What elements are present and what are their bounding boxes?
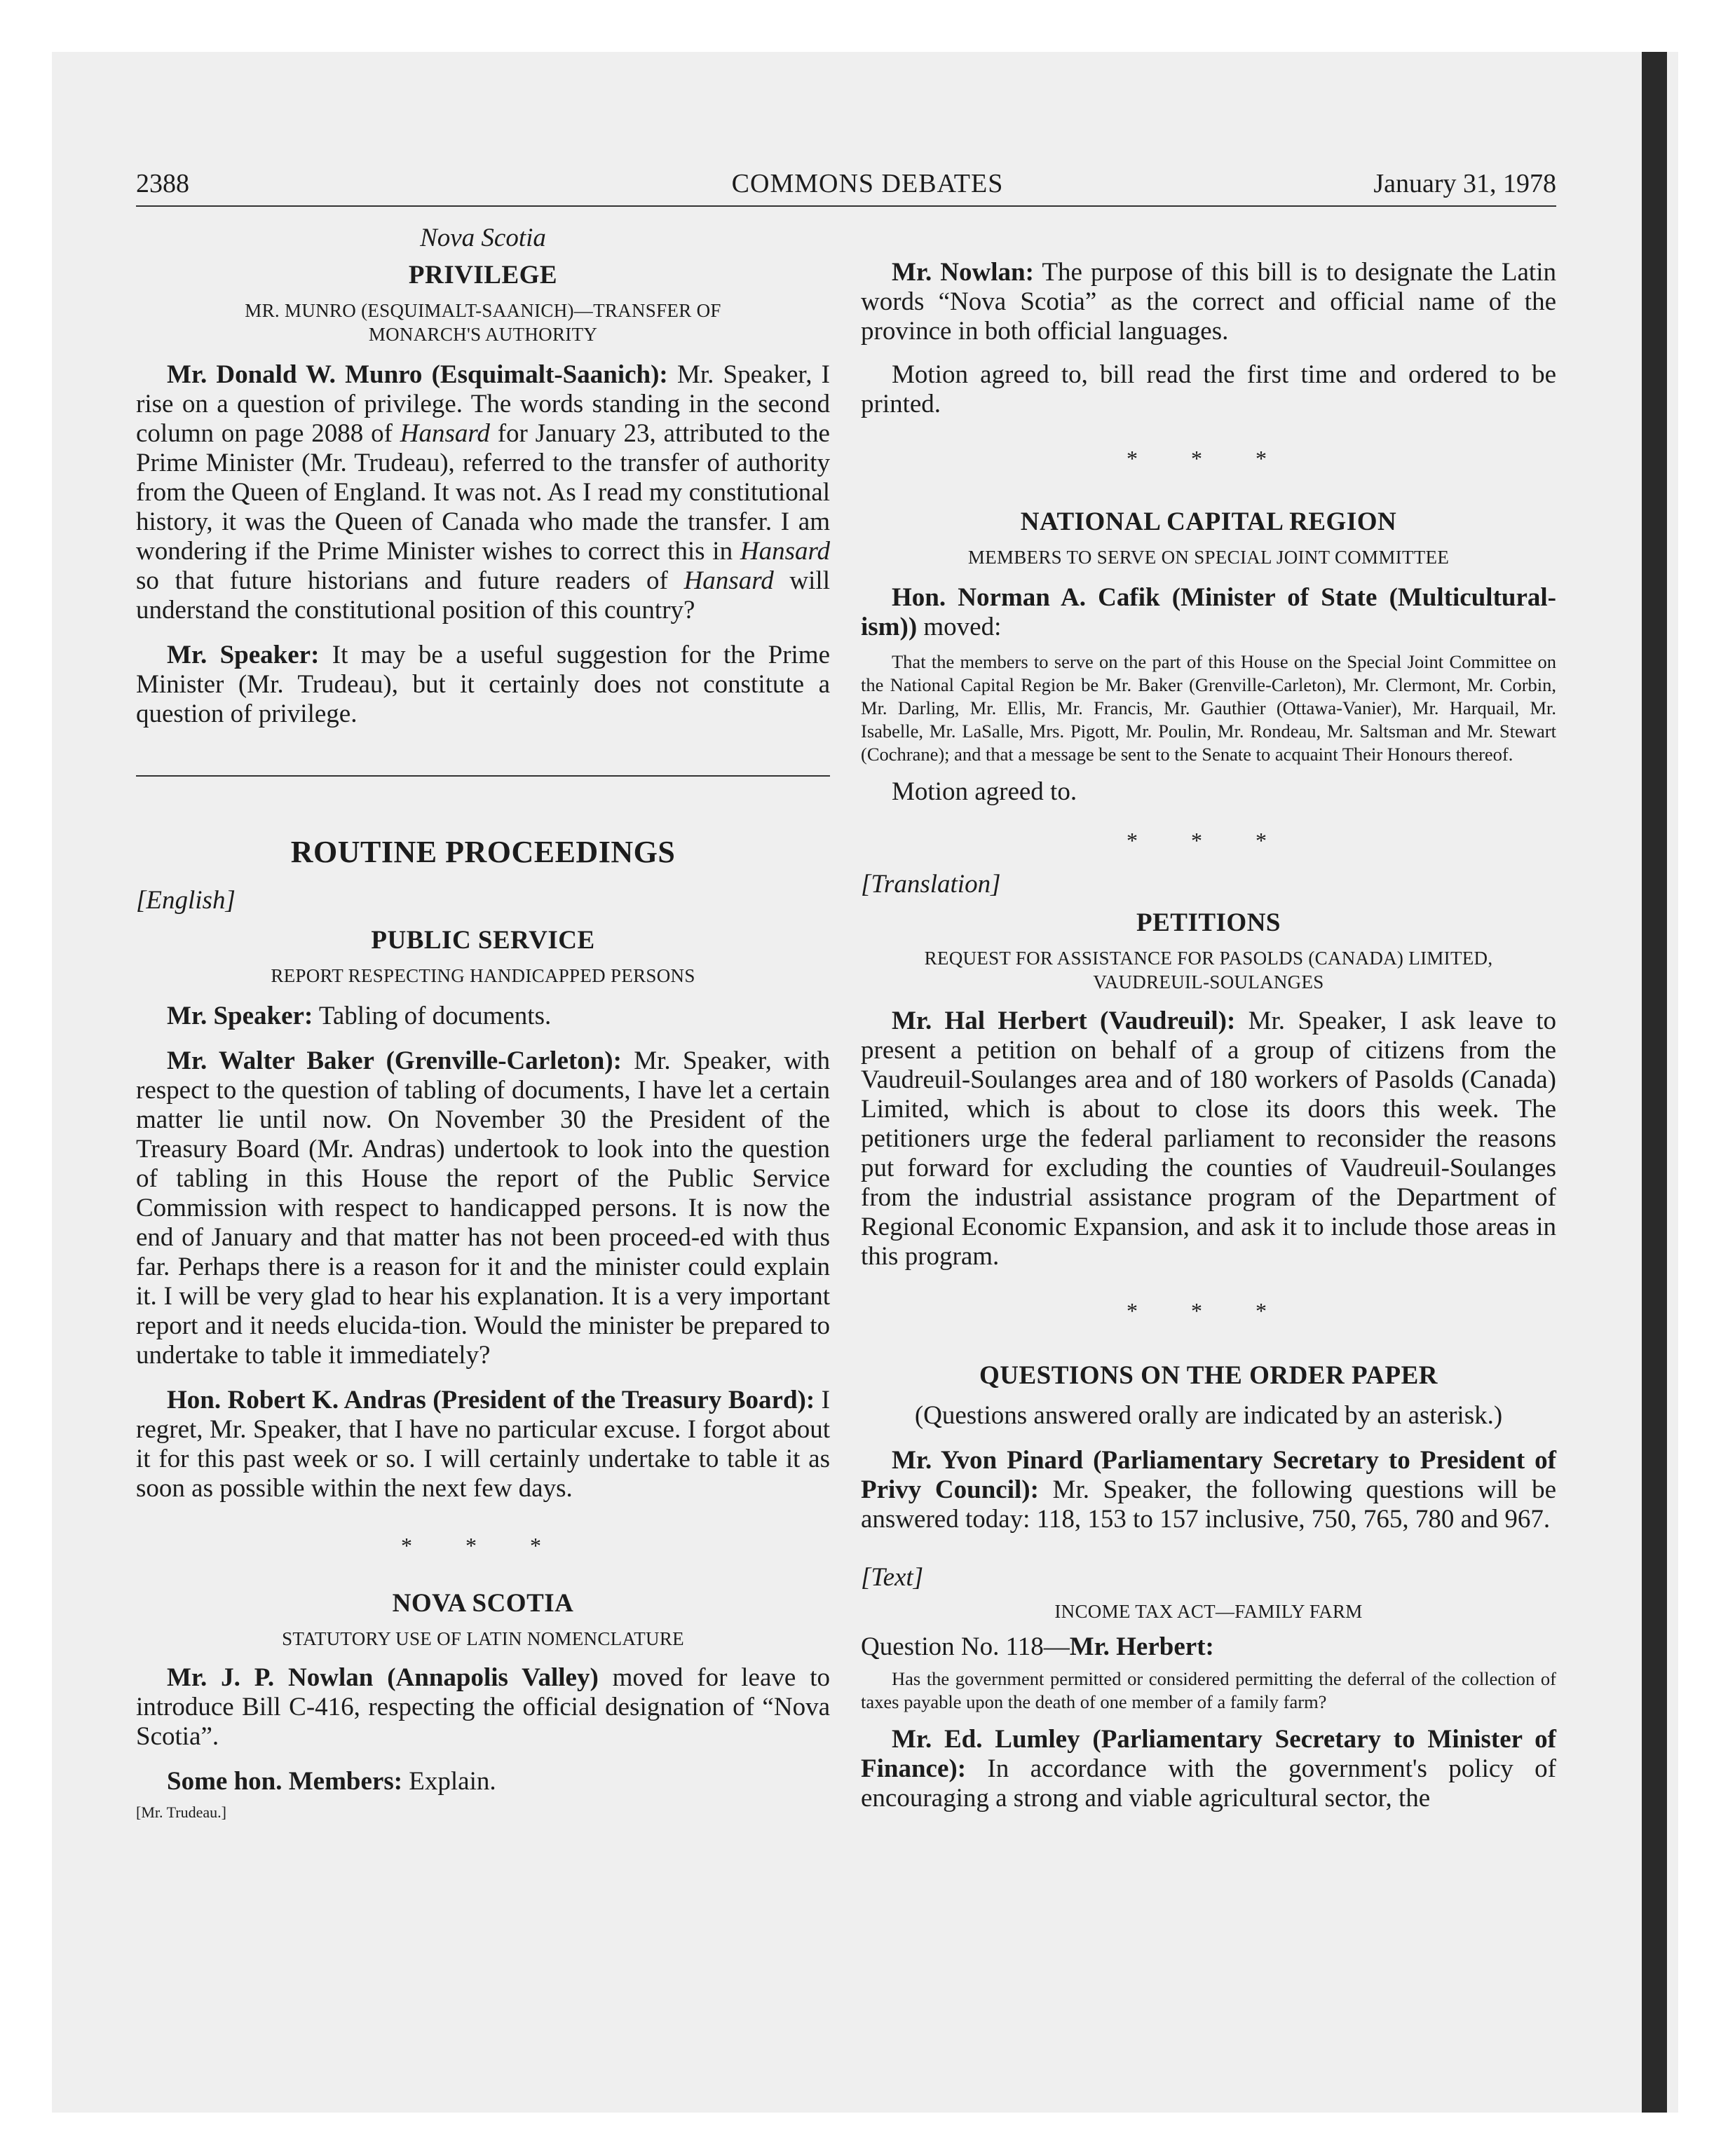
privilege-heading: PRIVILEGE xyxy=(408,261,558,289)
question-text: Has the government permitted or considered permitting the deferral of the collection of taxes payable upon the death of one member of a family farm? xyxy=(861,1668,1556,1712)
translation-tag: [Translation] xyxy=(861,870,1001,899)
speaker-name: Some hon. Members: xyxy=(167,1767,403,1796)
motion-paragraph: Motion agreed to, bill read the first time and ordered to be printed. xyxy=(861,360,1556,418)
right-column xyxy=(861,223,1556,1813)
english-tag: [English] xyxy=(136,886,236,915)
speaker-reply-paragraph xyxy=(136,641,830,729)
section-stars: * * * xyxy=(1127,828,1291,853)
speech-text: so that future historians and future readers of xyxy=(136,566,684,595)
motion-agreed: Motion agreed to. xyxy=(892,777,1077,806)
page-date: January 31, 1978 xyxy=(1373,169,1556,198)
privilege-subheading: MR. MUNRO (ESQUIMALT-SAANICH)—TRANSFER OF MONARCH'S AUTHORITY xyxy=(245,300,721,345)
members-paragraph xyxy=(136,1767,830,1796)
speech-text: will understand the constitutional position of this country? xyxy=(136,566,830,625)
footnote: [Mr. Trudeau.] xyxy=(136,1803,226,1821)
cafik-motion-text: That the members to serve on the part of this House on the Special Joint Committee on the National Capital Region be Mr. Baker (Grenville-Carleton), Mr. Clermont, Mr. Corbin, Mr. Darling, Mr. Ellis, Mr. Francis, Mr. Gauthier (Ottawa-Vanier), Mr. Harquail, Mr. Isabelle, Mr. LaSalle, Mrs. Pigott, Mr. Poulin, Mr. Rondeau, Mr. Saltsman and Mr. Stewart (Cochrane); and that a message be sent to the Senate to acquaint Their Honours thereof. xyxy=(861,651,1556,765)
lumley-paragraph xyxy=(861,1725,1556,1813)
petitions-heading: PETITIONS xyxy=(1136,908,1281,937)
speech-text: Mr. Speaker, with respect to the question of tabling of documents, I have let a certain matter lie until now. On November 30 the President of the Treasury Board (Mr. Andras) undertook to look into the question of tabling in this House the report of the Public Service Commission with respect to handicapped persons. It is now the end of January and that matter has not been proceed-ed with thus far. Perhaps there is a reason for it and the minister could explain it. I will be very glad to hear his explanation. It is a very important report and it needs elucida-tion. Would the minister be prepared to undertake to table it immediately? xyxy=(136,1046,830,1370)
ncr-subheading: MEMBERS TO SERVE ON SPECIAL JOINT COMMITTEE xyxy=(967,547,1450,568)
speaker-tabling-paragraph xyxy=(136,1002,830,1031)
speaker-name: Mr. Donald W. Munro (Esquimalt-Saanich): xyxy=(167,360,668,389)
baker-paragraph xyxy=(136,1046,830,1370)
ncr-heading: NATIONAL CAPITAL REGION xyxy=(1020,507,1397,536)
munro-paragraph xyxy=(136,360,830,625)
speech-text: Explain. xyxy=(402,1767,496,1796)
page-number: 2388 xyxy=(136,169,189,198)
speech-text: I regret, Mr. Speaker, that I have no particular excuse. I forgot about it for this past week or so. I will certainly undertake to table it as soon as possible within the next few days. xyxy=(136,1386,830,1503)
section-stars: * * * xyxy=(1127,446,1291,471)
italic-hansard: Hansard xyxy=(740,537,830,566)
header-rule xyxy=(136,205,1556,207)
left-column xyxy=(136,223,830,1822)
herbert-paragraph xyxy=(861,1007,1556,1271)
public-service-subheading: REPORT RESPECTING HANDICAPPED PERSONS xyxy=(271,965,695,986)
andras-paragraph xyxy=(136,1386,830,1503)
speaker-name: Mr. Herbert: xyxy=(1069,1632,1214,1661)
speaker-name: Mr. Nowlan: xyxy=(892,258,1034,287)
speech-text: moved for leave to introduce Bill C-416, respecting the official designation of “Nova Scotia”. xyxy=(136,1663,830,1751)
speaker-name: Mr. Yvon Pinard (Parliamentary Secretary to President of Privy Council): xyxy=(861,1446,1556,1504)
question-line xyxy=(861,1632,1556,1662)
running-title: COMMONS DEBATES xyxy=(731,169,1004,198)
italic-hansard: Hansard xyxy=(400,419,490,448)
speaker-name: Mr. Speaker: xyxy=(167,641,320,669)
speaker-name: Mr. Ed. Lumley (Parliamentary Secretary to Minister of Finance): xyxy=(861,1725,1556,1783)
cafik-paragraph xyxy=(861,583,1556,642)
speech-text: The purpose of this bill is to designate the Latin words “Nova Scotia” as the correct and official name of the province in both official languages. xyxy=(861,258,1556,346)
speech-text: Mr. Speaker, I ask leave to present a petition on behalf of a group of citizens from the Vaudreuil-Soulanges area and of 180 workers of Pasolds (Canada) Limited, which is about to close its doors this week. The petitioners urge the federal parliament to reconsider the reasons put forward for excluding the counties of Vaudreuil-Soulanges from the industrial assistance program of the Department of Regional Economic Expansion, and ask it to include those areas in this program. xyxy=(861,1007,1556,1271)
speech-text: moved: xyxy=(917,613,1002,641)
section-stars: * * * xyxy=(1127,1298,1291,1323)
speech-text: Tabling of documents. xyxy=(313,1002,552,1030)
section-stars: * * * xyxy=(401,1533,565,1558)
questions-heading: QUESTIONS ON THE ORDER PAPER xyxy=(979,1361,1438,1390)
speech-text: for January 23, attributed to the Prime Minister (Mr. Trudeau), referred to the transfer of authority from the Queen of England. It was not. As I read my constitutional history, it was the Queen of Canada who made the transfer. I am wondering if the Prime Minister wishes to correct this in xyxy=(136,419,830,566)
nowlan-paragraph xyxy=(136,1663,830,1752)
speaker-name: Mr. Speaker: xyxy=(167,1002,313,1030)
page-binding-edge xyxy=(1642,52,1667,2113)
text-tag: [Text] xyxy=(861,1563,924,1592)
speech-text: Mr. Speaker, the following questions will be answered today: 118, 153 to 157 inclusive, 750, 765, 780 and 967. xyxy=(861,1475,1556,1534)
nova-scotia-heading: NOVA SCOTIA xyxy=(392,1589,574,1618)
speaker-name: Hon. Norman A. Cafik (Minister of State (Multicultural-ism)) xyxy=(861,583,1556,641)
question-number: Question No. 118— xyxy=(861,1632,1070,1661)
province-heading: Nova Scotia xyxy=(420,224,546,252)
italic-hansard: Hansard xyxy=(683,566,774,595)
speech-text: It may be a useful suggestion for the Prime Minister (Mr. Trudeau), but it certainly does not constitute a question of privilege. xyxy=(136,641,830,728)
questions-note: (Questions answered orally are indicated by an asterisk.) xyxy=(914,1401,1503,1430)
speech-text: In accordance with the government's policy of encouraging a strong and viable agricultural sector, the xyxy=(861,1754,1556,1813)
speaker-name: Hon. Robert K. Andras (President of the Treasury Board): xyxy=(167,1386,815,1414)
speaker-name: Mr. Hal Herbert (Vaudreuil): xyxy=(892,1007,1236,1035)
speech-text: Mr. Speaker, I rise on a question of privilege. The words standing in the second column on page 2088 of xyxy=(136,360,830,448)
speaker-name: Mr. Walter Baker (Grenville-Carleton): xyxy=(167,1046,622,1075)
section-rule xyxy=(136,775,830,777)
nowlan-purpose-paragraph xyxy=(861,258,1556,346)
speaker-name: Mr. J. P. Nowlan (Annapolis Valley) xyxy=(167,1663,599,1692)
routine-proceedings-heading: ROUTINE PROCEEDINGS xyxy=(290,835,676,869)
public-service-heading: PUBLIC SERVICE xyxy=(371,926,595,955)
petitions-subheading: REQUEST FOR ASSISTANCE FOR PASOLDS (CANADA) LIMITED, VAUDREUIL-SOULANGES xyxy=(924,948,1493,992)
pinard-paragraph xyxy=(861,1446,1556,1534)
income-tax-subheading: INCOME TAX ACT—FAMILY FARM xyxy=(1054,1601,1363,1622)
nova-scotia-subheading: STATUTORY USE OF LATIN NOMENCLATURE xyxy=(282,1628,684,1649)
